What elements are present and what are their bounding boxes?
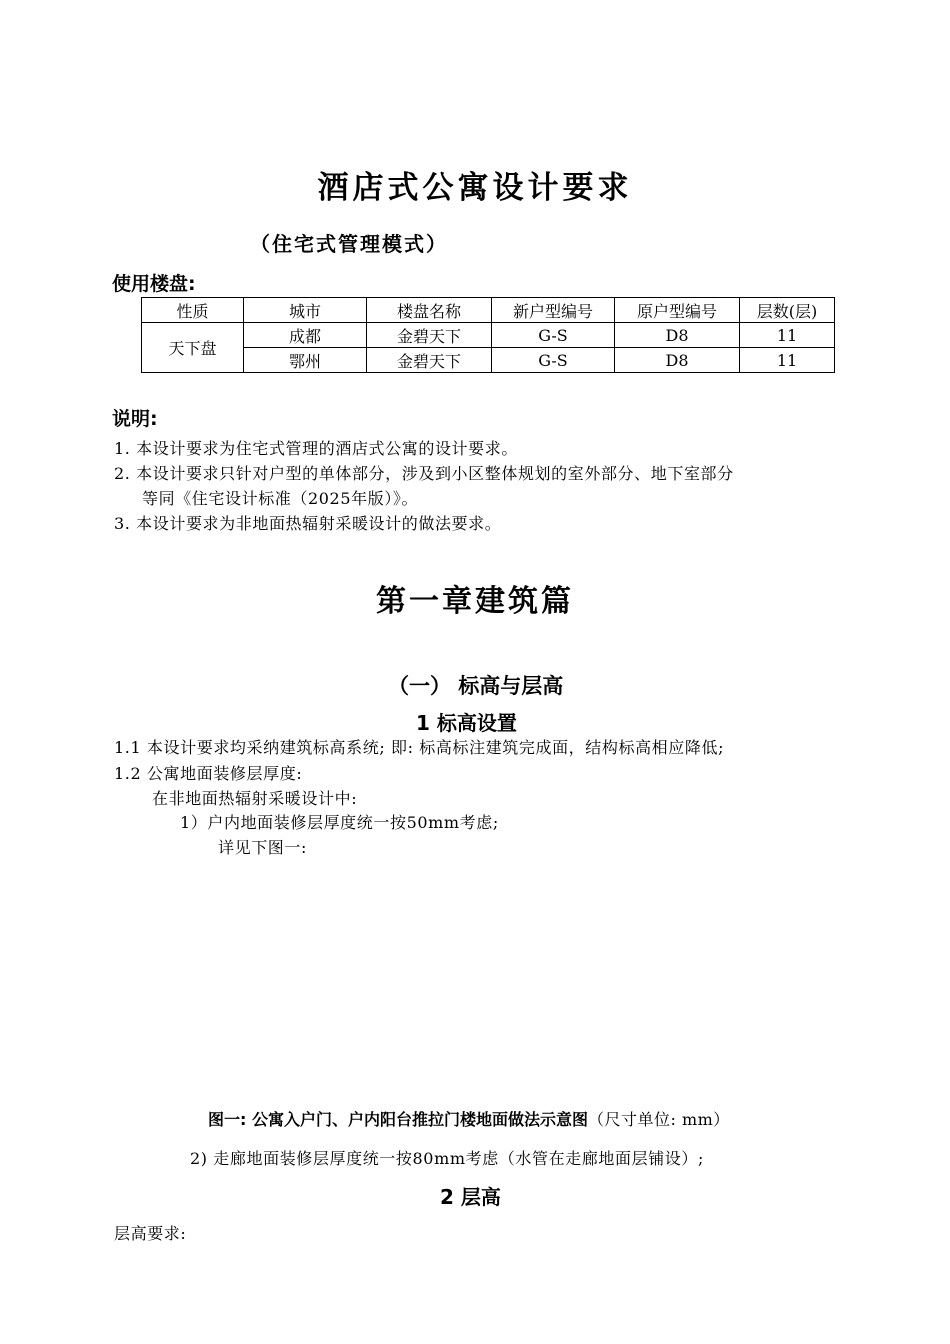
subsection-heading: 1 标高设置: [416, 711, 517, 735]
paragraph: 层高要求:: [114, 1224, 187, 1243]
table-header-cell: 城市: [244, 298, 367, 323]
table-cell: 11: [740, 323, 835, 348]
table-cell: D8: [615, 323, 740, 348]
table-cell: 成都: [244, 323, 367, 348]
note-item: 1. 本设计要求为住宅式管理的酒店式公寓的设计要求。: [114, 439, 518, 458]
document-title: 酒店式公寓设计要求: [317, 170, 633, 206]
figure-caption-unit: （尺寸单位: mm）: [587, 1110, 730, 1129]
document-subtitle: （住宅式管理模式）: [250, 232, 448, 256]
note-item-continued: 等同《住宅设计标准（2025年版）》。: [142, 489, 419, 508]
table-cell: 11: [740, 348, 835, 373]
table-cell: G-S: [492, 323, 615, 348]
project-label: 使用楼盘:: [112, 273, 196, 295]
chapter-title: 第一章建筑篇: [376, 584, 574, 619]
section-heading: （一） 标高与层高: [388, 674, 564, 698]
paragraph: 1.2 公寓地面装修层厚度:: [114, 764, 303, 783]
table-header-row: [142, 298, 835, 323]
table-header-cell: 新户型编号: [492, 298, 615, 323]
table-cell: 金碧天下: [367, 348, 492, 373]
table-group-cell: 天下盘: [142, 323, 244, 373]
table-header-cell: 楼盘名称: [367, 298, 492, 323]
paragraph: 1.1 本设计要求均采纳建筑标高系统; 即: 标高标注建筑完成面，结构标高相应降低;: [114, 738, 725, 757]
paragraph: 2) 走廊地面装修层厚度统一按80mm考虑（水管在走廊地面层铺设）;: [190, 1149, 705, 1168]
table-cell: 金碧天下: [367, 323, 492, 348]
table-row: [142, 348, 835, 373]
figure-caption-title: 图一: 公寓入户门、户内阳台推拉门楼地面做法示意图: [208, 1110, 588, 1129]
table-header-cell: 性质: [142, 298, 244, 323]
table-cell: G-S: [492, 348, 615, 373]
table-cell: 鄂州: [244, 348, 367, 373]
figure-caption: [208, 1107, 730, 1130]
project-table: [141, 297, 835, 373]
note-item: 2. 本设计要求只针对户型的单体部分，涉及到小区整体规划的室外部分、地下室部分: [114, 464, 734, 483]
paragraph: 详见下图一:: [218, 838, 307, 857]
note-item: 3. 本设计要求为非地面热辐射采暖设计的做法要求。: [114, 514, 502, 533]
table-cell: D8: [615, 348, 740, 373]
paragraph: 在非地面热辐射采暖设计中:: [152, 789, 358, 808]
table-row: [142, 323, 835, 348]
table-header-cell: 层数(层): [740, 298, 835, 323]
paragraph: 1）户内地面装修层厚度统一按50mm考虑;: [180, 813, 499, 832]
table-header-cell: 原户型编号: [615, 298, 740, 323]
subsection-heading: 2 层高: [440, 1185, 501, 1209]
notes-label: 说明:: [112, 408, 158, 430]
